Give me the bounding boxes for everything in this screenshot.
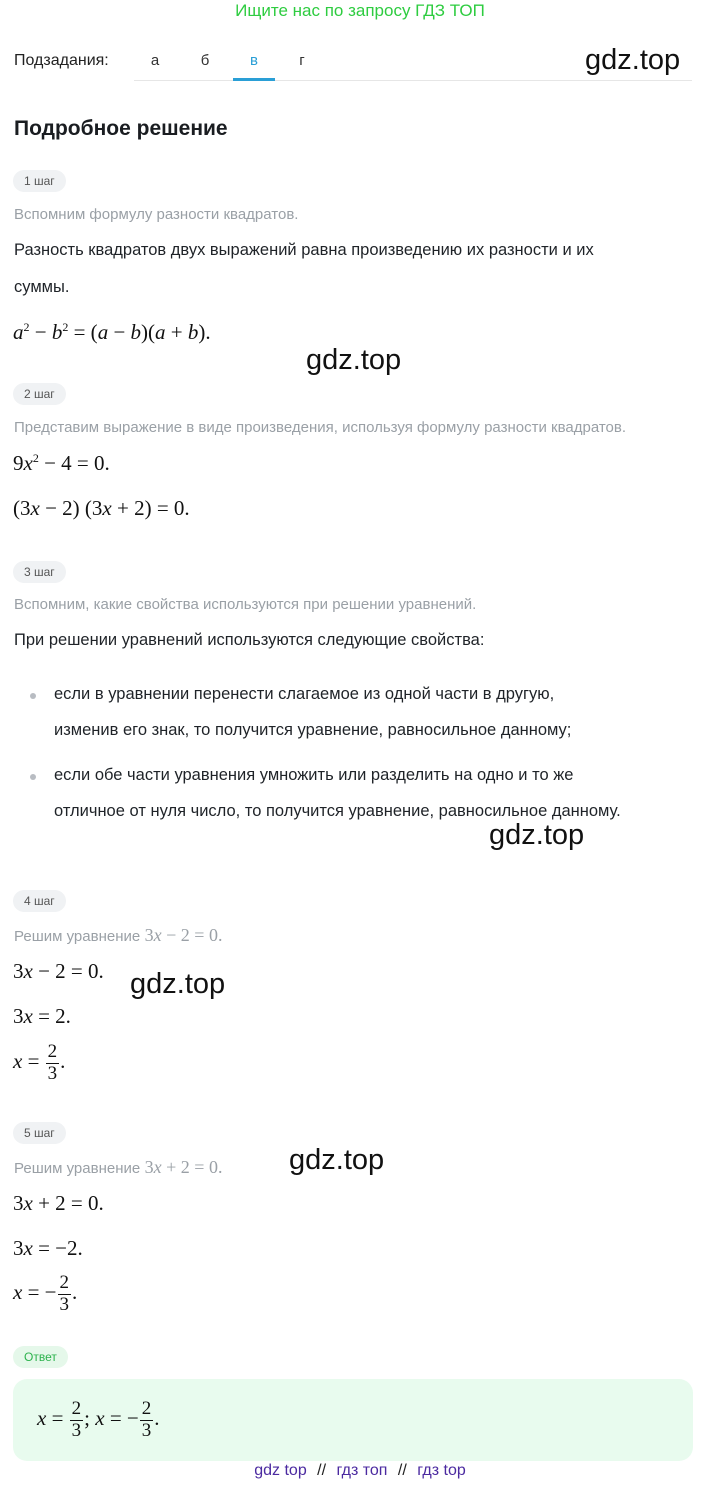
list-item: если в уравнении перенести слагаемое из одной части в другую, [54, 685, 555, 703]
step-badge: 3 шаг [13, 561, 66, 583]
step-text: Разность квадратов двух выражений равна произведению их разности и их [14, 241, 594, 259]
footer-link[interactable]: gdz top [254, 1462, 307, 1479]
tab-g[interactable]: г [299, 52, 305, 69]
step-text: При решении уравнений используются следующие свойства: [14, 631, 485, 649]
formula: 3x = −2. [13, 1236, 83, 1260]
step-badge: 5 шаг [13, 1122, 66, 1144]
tab-a[interactable]: а [150, 52, 160, 69]
step-badge: 4 шаг [13, 890, 66, 912]
step-text: суммы. [14, 278, 70, 296]
watermark: gdz.top [289, 1144, 385, 1176]
watermark: gdz.top [489, 819, 585, 851]
watermark: gdz.top [130, 968, 226, 1000]
answer-formula: x = $\frac{2}{3}$ ; x = − $\frac{2}{3}$ . [37, 1398, 160, 1441]
tabs-divider [134, 80, 692, 81]
footer-separator: // [317, 1462, 327, 1479]
step-hint: Вспомним формулу разности квадратов. [14, 206, 299, 223]
formula: 3x = 2. [13, 1004, 71, 1028]
active-tab-indicator [233, 78, 275, 81]
formula: 3x − 2 = 0. [13, 959, 104, 983]
step-badge: 2 шаг [13, 383, 66, 405]
answer-badge: Ответ [13, 1346, 68, 1368]
bullet-dot [30, 774, 36, 780]
formula: (3x − 2) (3x + 2) = 0. [13, 496, 190, 520]
formula: x = − $\frac{2}{3}$ . [13, 1272, 78, 1315]
tab-v[interactable]: в [250, 52, 258, 69]
step-hint: Решим уравнение 3x − 2 = 0. [14, 925, 223, 945]
formula: $a^2 - b^2 = (a - b)(a + b)$. [13, 320, 211, 344]
watermark: gdz.top [585, 44, 681, 76]
search-banner: Ищите нас по запросу ГДЗ ТОП [235, 1, 485, 20]
page-title: Подробное решение [14, 117, 228, 140]
subtasks-label: Подзадания: [14, 52, 109, 69]
list-item: изменив его знак, то получится уравнение, равносильное данному; [54, 721, 572, 739]
footer-link[interactable]: гдз топ [336, 1462, 388, 1479]
bullet-dot [30, 693, 36, 699]
formula: $9x^2 - 4 = 0$. [13, 451, 110, 475]
footer-separator: // [397, 1462, 407, 1479]
step-badge: 1 шаг [13, 170, 66, 192]
list-item: отличное от нуля число, то получится уравнение, равносильное данному. [54, 802, 621, 820]
step-hint: Решим уравнение 3x + 2 = 0. [14, 1157, 223, 1177]
watermark: gdz.top [306, 344, 402, 376]
footer-links [0, 1462, 720, 1480]
footer-link[interactable]: гдз top [417, 1462, 466, 1479]
formula: 3x + 2 = 0. [13, 1191, 104, 1215]
tab-b[interactable]: б [200, 52, 210, 69]
step-hint: Представим выражение в виде произведения, используя формулу разности квадратов. [14, 419, 627, 436]
step-hint: Вспомним, какие свойства используются при решении уравнений. [14, 596, 477, 613]
list-item: если обе части уравнения умножить или разделить на одно и то же [54, 766, 574, 784]
formula: x = $\frac{2}{3}$ . [13, 1041, 66, 1084]
